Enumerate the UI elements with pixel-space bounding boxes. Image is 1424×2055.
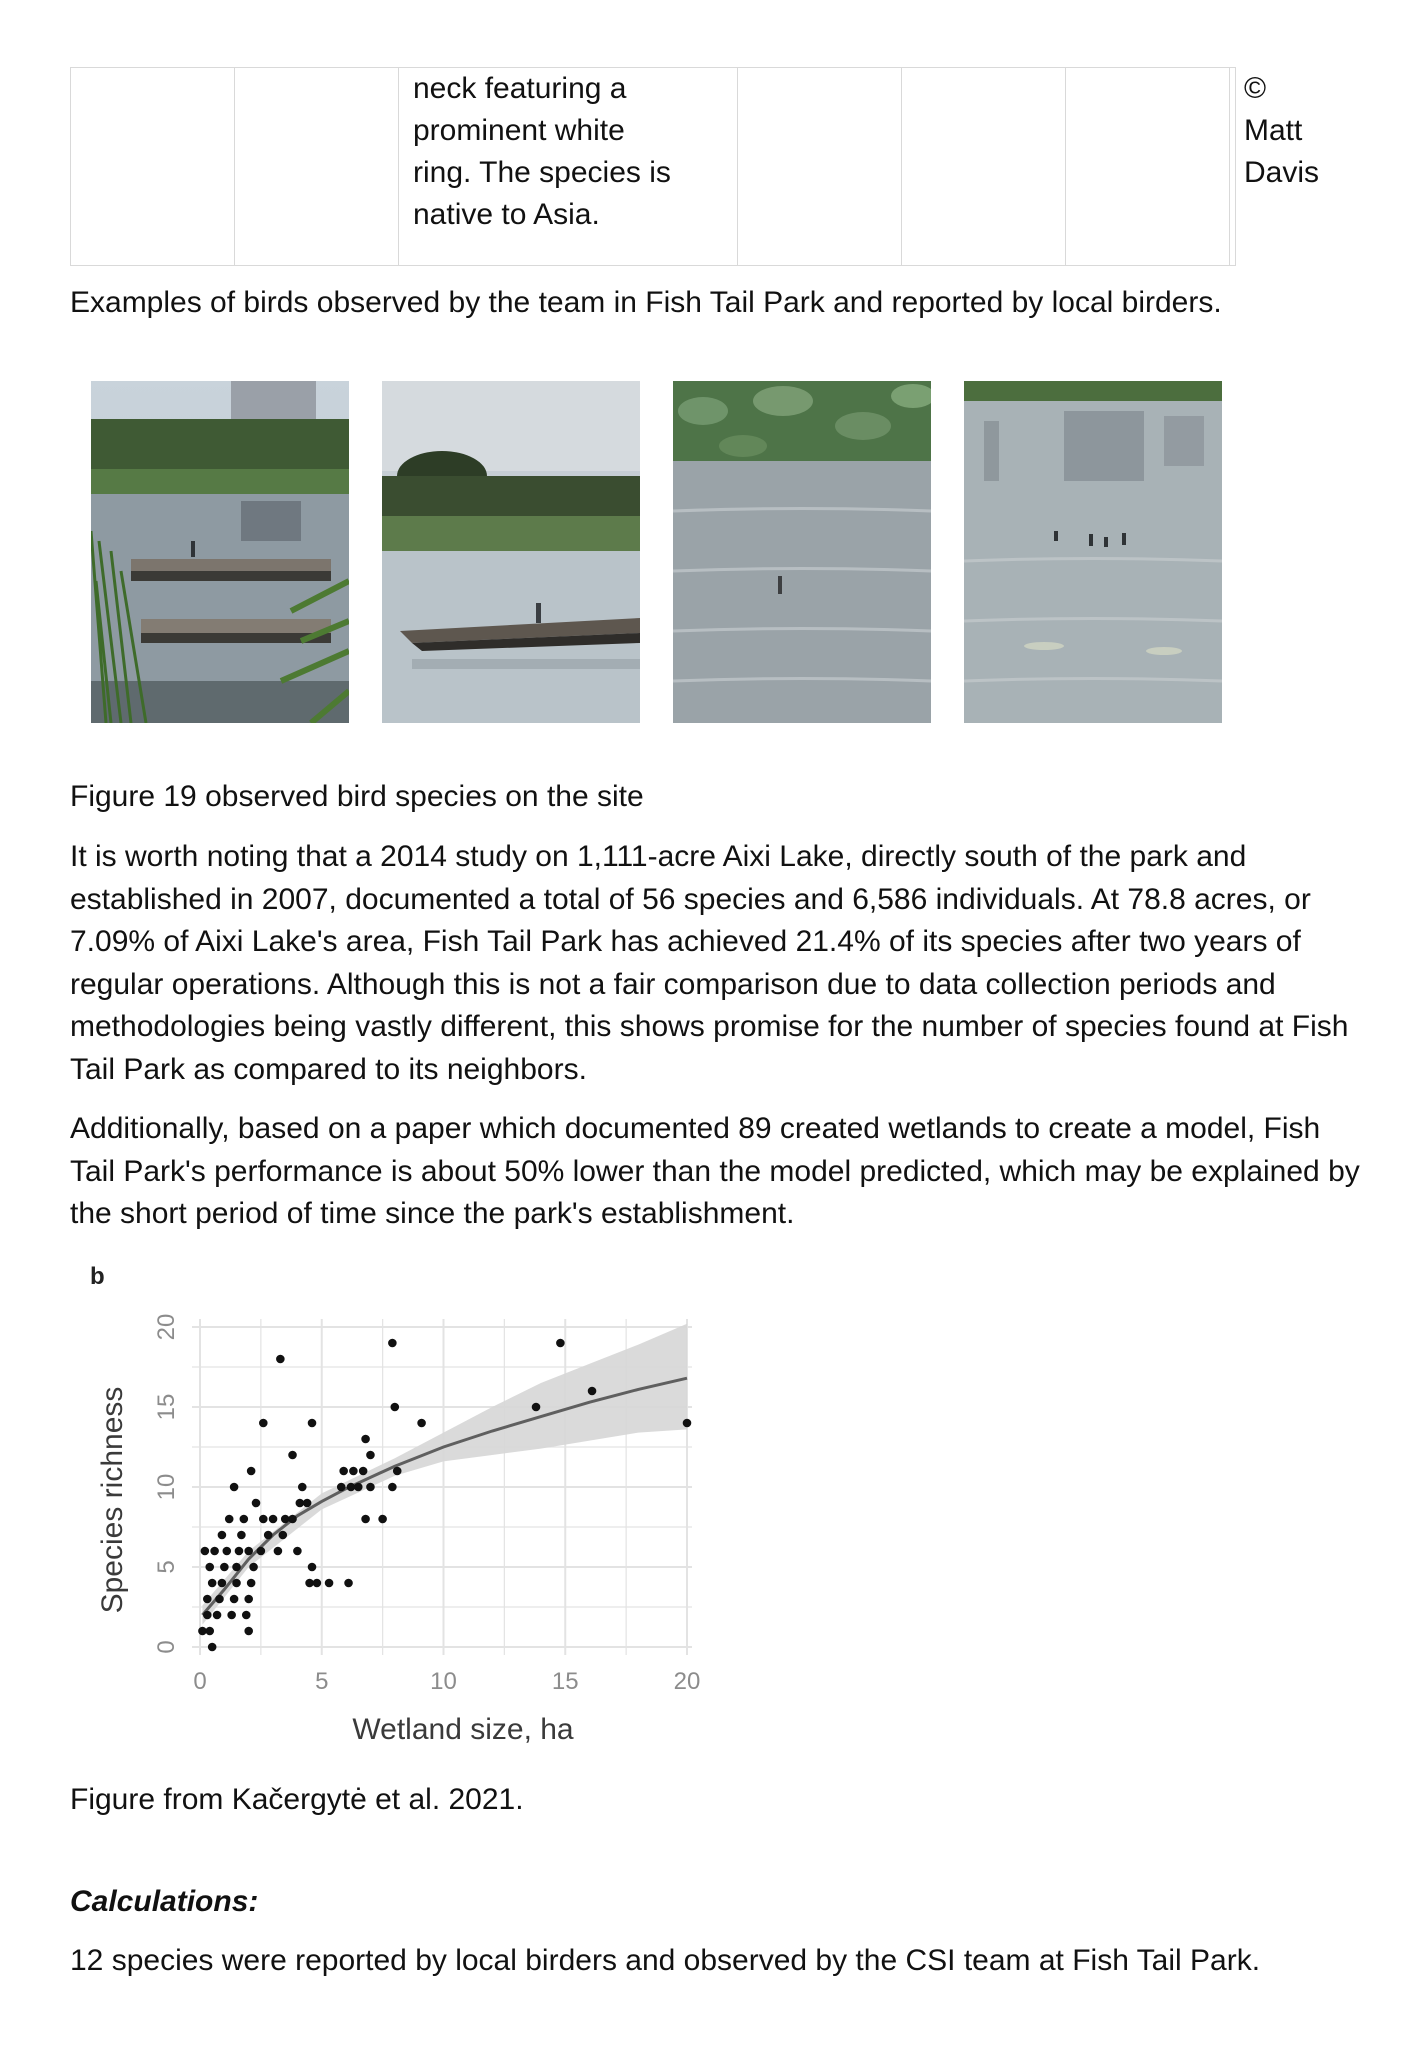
photo-heron-lotus (673, 381, 931, 723)
data-point (339, 1467, 348, 1476)
data-point (259, 1419, 268, 1428)
data-point (244, 1547, 253, 1556)
data-point (366, 1451, 375, 1460)
data-point (230, 1595, 239, 1604)
x-tick-label: 15 (551, 1668, 579, 1695)
data-point (252, 1499, 261, 1508)
table-cell (738, 68, 902, 266)
photo-credit-cell: © Matt Davis (1230, 68, 1236, 266)
y-tick-label: 10 (153, 1473, 180, 1501)
calculations-text: 12 species were reported by local birders and observed by the CSI team at Fish Tail Park. (70, 1944, 1261, 1977)
y-tick-label: 5 (153, 1560, 180, 1574)
data-point (388, 1339, 397, 1348)
data-point (417, 1419, 426, 1428)
data-point (393, 1467, 402, 1476)
x-tick-label: 20 (673, 1668, 701, 1695)
x-tick-label: 10 (430, 1668, 457, 1695)
data-point (235, 1547, 244, 1556)
y-tick-label: 20 (153, 1313, 180, 1341)
photo-heron-boardwalk (91, 381, 349, 723)
data-point (242, 1611, 251, 1620)
data-point (232, 1579, 241, 1588)
figure-source: Figure from Kačergytė et al. 2021. (70, 1783, 524, 1816)
data-point (213, 1611, 222, 1620)
table-cell (71, 68, 235, 266)
wetland-model-paragraph: Additionally, based on a paper which documented 89 created wetlands to create a model, Fish Tail Park's performance is about 50% lower than the model predicted, which may be explained by the short period of time since the park's establishment. (70, 1112, 1360, 1230)
data-point (249, 1563, 258, 1572)
panel-label: b (90, 1263, 105, 1290)
data-point (264, 1531, 273, 1540)
table-cell (902, 68, 1066, 266)
y-tick-labels (153, 1314, 180, 1654)
data-point (232, 1563, 241, 1572)
photo-ducks-lake (964, 381, 1222, 723)
figure-19-caption: Figure 19 observed bird species on the site (70, 780, 644, 813)
data-point (269, 1515, 278, 1524)
x-tick-label: 0 (193, 1668, 207, 1695)
data-point (225, 1515, 234, 1524)
photo-heron-dock (382, 381, 640, 723)
description-line: neck featuring a (413, 72, 627, 105)
data-point (556, 1339, 565, 1348)
species-description-cell (399, 68, 738, 266)
data-point (391, 1403, 400, 1412)
data-point (218, 1531, 227, 1540)
data-point (361, 1515, 370, 1524)
data-point (293, 1547, 302, 1556)
data-point (366, 1483, 375, 1492)
data-point (298, 1483, 307, 1492)
table-row (71, 68, 1236, 266)
data-point (220, 1563, 229, 1572)
data-point (288, 1451, 297, 1460)
data-point (230, 1483, 239, 1492)
data-point (257, 1547, 266, 1556)
data-point (337, 1483, 346, 1492)
data-point (205, 1563, 214, 1572)
data-point (218, 1579, 227, 1588)
description-line: ring. The species is (413, 156, 671, 189)
data-point (203, 1595, 212, 1604)
y-axis-label: Species richness (96, 1386, 129, 1614)
y-tick-label: 0 (153, 1640, 180, 1654)
description-line: native to Asia. (413, 198, 600, 231)
data-point (354, 1483, 363, 1492)
data-point (388, 1483, 397, 1492)
data-point (288, 1515, 297, 1524)
data-point (278, 1531, 287, 1540)
description-line: prominent white (413, 114, 625, 147)
bird-species-table (70, 67, 1320, 266)
data-point (378, 1515, 387, 1524)
data-point (359, 1467, 368, 1476)
data-point (208, 1579, 217, 1588)
data-point (274, 1547, 283, 1556)
data-point (215, 1595, 224, 1604)
data-point (325, 1579, 334, 1588)
data-point (276, 1355, 285, 1364)
data-point (227, 1611, 236, 1620)
confidence-band (202, 1324, 687, 1625)
y-tick-label: 15 (153, 1393, 180, 1421)
aixi-lake-paragraph: It is worth noting that a 2014 study on 1,111-acre Aixi Lake, directly south of the park and established in 2007, documented a total of 56 species and 6,586 individuals. At 78.8 acres, or 7.09% of Aixi Lake's area, Fish Tail Park has achieved 21.4% of its species after two years of regular operations. Although this is not a fair comparison due to data collection periods and methodologies being vastly different, this shows promise for the number of species found at Fish Tail Park as compared to its neighbors. (70, 840, 1349, 1086)
data-point (588, 1387, 597, 1396)
data-point (247, 1579, 256, 1588)
x-tick-label: 5 (315, 1668, 329, 1695)
data-point (244, 1627, 253, 1636)
data-point (361, 1435, 370, 1444)
data-point (259, 1515, 268, 1524)
data-point (532, 1403, 541, 1412)
data-point (203, 1611, 212, 1620)
data-point (308, 1563, 317, 1572)
data-point (237, 1531, 246, 1540)
x-axis-label: Wetland size, ha (352, 1713, 574, 1745)
x-tick-labels (193, 1668, 700, 1695)
data-point (683, 1419, 692, 1428)
table-cell (235, 68, 399, 266)
data-point (303, 1499, 312, 1508)
data-point (244, 1595, 253, 1604)
data-point (308, 1419, 317, 1428)
gallery-caption: Examples of birds observed by the team in Fish Tail Park and reported by local birders. (70, 286, 1222, 319)
calculations-heading: Calculations: (70, 1885, 259, 1918)
species-richness-chart (70, 1255, 720, 1745)
data-point (201, 1547, 210, 1556)
data-point (247, 1467, 256, 1476)
table-cell (1066, 68, 1230, 266)
data-point (208, 1643, 217, 1652)
data-point (349, 1467, 358, 1476)
data-point (313, 1579, 322, 1588)
data-point (240, 1515, 249, 1524)
data-point (205, 1627, 214, 1636)
data-point (210, 1547, 219, 1556)
data-point (344, 1579, 353, 1588)
data-point (222, 1547, 231, 1556)
